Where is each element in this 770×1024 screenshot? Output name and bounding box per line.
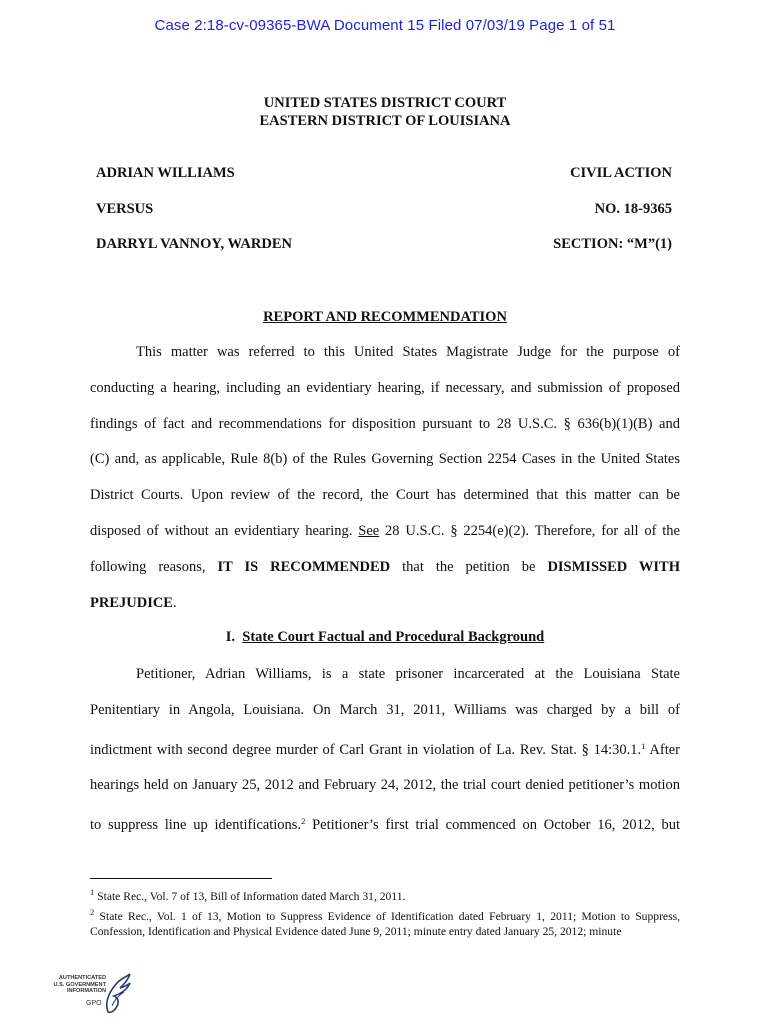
petitioner-name: ADRIAN WILLIAMS: [96, 165, 235, 181]
eagle-emblem-icon: [102, 972, 132, 1016]
footnote-2: [90, 905, 680, 925]
text-run: following reasons,: [90, 558, 218, 575]
text-run: Petitioner’s first trial commenced on October 16, 2012, but: [305, 817, 680, 834]
see-signal: See: [358, 522, 380, 539]
paragraph-line: Penitentiary in Angola, Louisiana. On March 31, 2011, Williams was charged by a bill of: [90, 701, 680, 718]
court-district: EASTERN DISTRICT OF LOUISIANA: [259, 113, 511, 129]
paragraph-line: [90, 586, 680, 622]
logo-line: INFORMATION: [66, 988, 106, 994]
paragraph-line: Petitioner, Adrian Williams, is a state prisoner incarcerated at the Louisiana State: [136, 666, 680, 682]
civil-action-label: CIVIL ACTION: [570, 165, 672, 181]
logo-line: U.S. GOVERNMENT: [53, 981, 106, 988]
section-number: I.: [225, 629, 236, 645]
text-run: that the petition be: [390, 558, 548, 575]
footnote-2-cont: Confession, Identification and Physical Evidence dated June 9, 2011; minute entry dated January 25, 2012; minute: [90, 925, 622, 938]
document-title: REPORT AND RECOMMENDATION: [263, 309, 507, 325]
paragraph-line: [90, 729, 680, 769]
logo-text: [44, 975, 106, 995]
background-paragraph: [90, 657, 680, 844]
text-run: 28 U.S.C. § 2254(e)(2). Therefore, for all of the: [379, 522, 680, 539]
footnote-1: [90, 885, 680, 905]
text-run: After: [645, 741, 680, 758]
disposition-emphasis: DISMISSED WITH: [547, 558, 681, 575]
respondent-name: DARRYL VANNOY, WARDEN: [96, 236, 292, 252]
text-run: to suppress line up identifications.: [90, 817, 302, 834]
footnote-text: State Rec., Vol. 7 of 13, Bill of Information dated March 31, 2011.: [94, 890, 406, 903]
logo-line: AUTHENTICATED: [58, 975, 106, 981]
paragraph-line: This matter was referred to this United States Magistrate Judge for the purpose of: [136, 344, 680, 360]
logo-gpo: GPO: [86, 1000, 102, 1007]
versus-label: VERSUS: [96, 201, 154, 217]
footnote-divider: [90, 878, 272, 879]
court-name: UNITED STATES DISTRICT COURT: [263, 95, 507, 111]
paragraph-line: [90, 514, 680, 550]
gpo-authentication-logo: [44, 972, 134, 1016]
paragraph-line: (C) and, as applicable, Rule 8(b) of the Rules Governing Section 2254 Cases in the United States: [90, 451, 680, 468]
footnote-mark: 1: [90, 887, 95, 897]
footnotes: [90, 885, 680, 940]
section-title: State Court Factual and Procedural Background: [242, 629, 545, 645]
paragraph-line: [90, 550, 680, 586]
disposition-emphasis-cont: PREJUDICE: [90, 594, 173, 611]
section-label: SECTION: “M”(1): [553, 236, 672, 252]
text-run: indictment with second degree murder of Carl Grant in violation of La. Rev. Stat. § 14:30.1.: [90, 741, 642, 758]
text-run: .: [172, 594, 177, 611]
recommendation-emphasis: IT IS RECOMMENDED: [217, 558, 391, 575]
text-run: disposed of without an evidentiary hearing.: [90, 522, 359, 539]
footnote-ref: 1: [641, 740, 646, 751]
paragraph-line: findings of fact and recommendations for disposition pursuant to 28 U.S.C. § 636(b)(1)(B) and: [90, 415, 680, 432]
paragraph-line: [90, 804, 680, 844]
paragraph-line: District Courts. Upon review of the record, the Court has determined that this matter can be: [90, 487, 680, 504]
footnote-mark: 2: [90, 906, 95, 917]
footnote-text: State Rec., Vol. 1 of 13, Motion to Suppress Evidence of Identification dated February 1, 2011; Motion to Suppress,: [94, 909, 680, 923]
section-heading: [0, 629, 770, 646]
paragraph-line: conducting a hearing, including an evidentiary hearing, if necessary, and submission of proposed: [90, 379, 680, 396]
intro-paragraph: [90, 335, 680, 621]
paragraph-line: hearings held on January 25, 2012 and February 24, 2012, the trial court denied petitioner’s motion: [90, 777, 680, 794]
case-number: NO. 18-9365: [594, 201, 672, 217]
footnote-ref: 2: [301, 816, 306, 827]
court-heading: [0, 94, 770, 130]
case-header-stamp: Case 2:18-cv-09365-BWA Document 15 Filed 07/03/19 Page 1 of 51: [154, 17, 616, 34]
